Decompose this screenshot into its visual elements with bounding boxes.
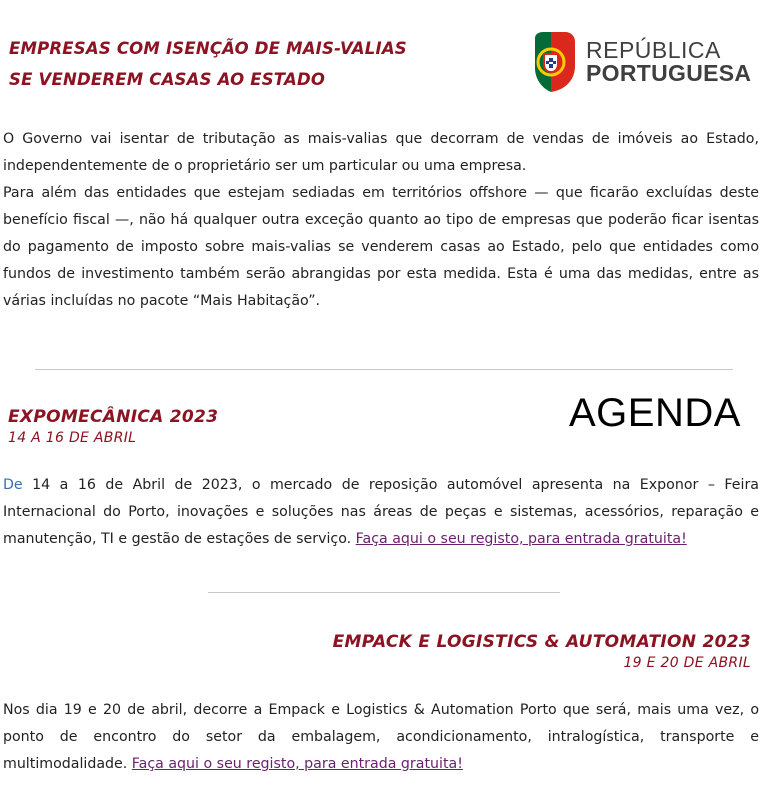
event-title-expomecanica: EXPOMECÂNICA 2023	[8, 407, 219, 427]
registration-link-expomecanica[interactable]: Faça aqui o seu registo, para entrada gratuita!	[355, 531, 687, 547]
event-date-expomecanica: 14 A 16 DE ABRIL	[8, 430, 137, 446]
event-date-empack: 19 E 20 DE ABRIL	[623, 655, 751, 671]
article-paragraph-1: O Governo vai isentar de tributação as mais-valias que decorram de vendas de imóveis ao Estado, independentemente de o proprietário ser um particular ou uma empresa.	[3, 131, 759, 174]
event-divider	[208, 592, 560, 593]
event-description-prefix: De	[3, 477, 23, 493]
registration-link-empack[interactable]: Faça aqui o seu registo, para entrada gratuita!	[131, 756, 463, 772]
agenda-heading: AGENDA	[569, 391, 741, 435]
article-body	[3, 126, 759, 315]
event-title-empack: EMPACK E LOGISTICS & AUTOMATION 2023	[332, 632, 751, 652]
event-description-empack	[3, 697, 759, 778]
event-description-expomecanica	[3, 472, 759, 553]
event-description-text: Nos dia 19 e 20 de abril, decorre a Empack e Logistics & Automation Porto que será, mais uma vez, o ponto de encontro do setor da embalagem, acondicionamento, intralogística, transporte e multimodalidade.	[3, 702, 759, 772]
republica-portuguesa-logo	[531, 30, 752, 96]
article-title-line-2: SE VENDEREM CASAS AO ESTADO	[9, 70, 326, 89]
logo-text-republica: REPÚBLICA	[586, 37, 721, 63]
event-description-text: 14 a 16 de Abril de 2023, o mercado de reposição automóvel apresenta na Exponor – Feira Internacional do Porto, inovações e soluções nas áreas de peças e sistemas, acessórios, reparação e manutenção, TI e gestão de estações de serviço.	[3, 477, 759, 547]
section-divider	[35, 369, 733, 370]
article-title	[9, 33, 509, 95]
article-title-line-1: EMPRESAS COM ISENÇÃO DE MAIS-VALIAS	[9, 39, 407, 58]
logo-text	[586, 39, 751, 85]
article-paragraph-2: Para além das entidades que estejam sediadas em territórios offshore — que ficarão excluídas deste benefício fiscal —, não há qualquer outra exceção quanto ao tipo de empresas que poderão ficar isentas do pagamento de imposto sobre mais-valias se venderem casas ao Estado, pelo que entidades como fundos de investimento também serão abrangidas por esta medida. Esta é uma das medidas, entre as várias incluídas no pacote “Mais Habitação”.	[3, 185, 759, 309]
portuguese-flag-emblem-icon	[531, 30, 577, 94]
logo-text-portuguesa: PORTUGUESA	[586, 60, 752, 86]
